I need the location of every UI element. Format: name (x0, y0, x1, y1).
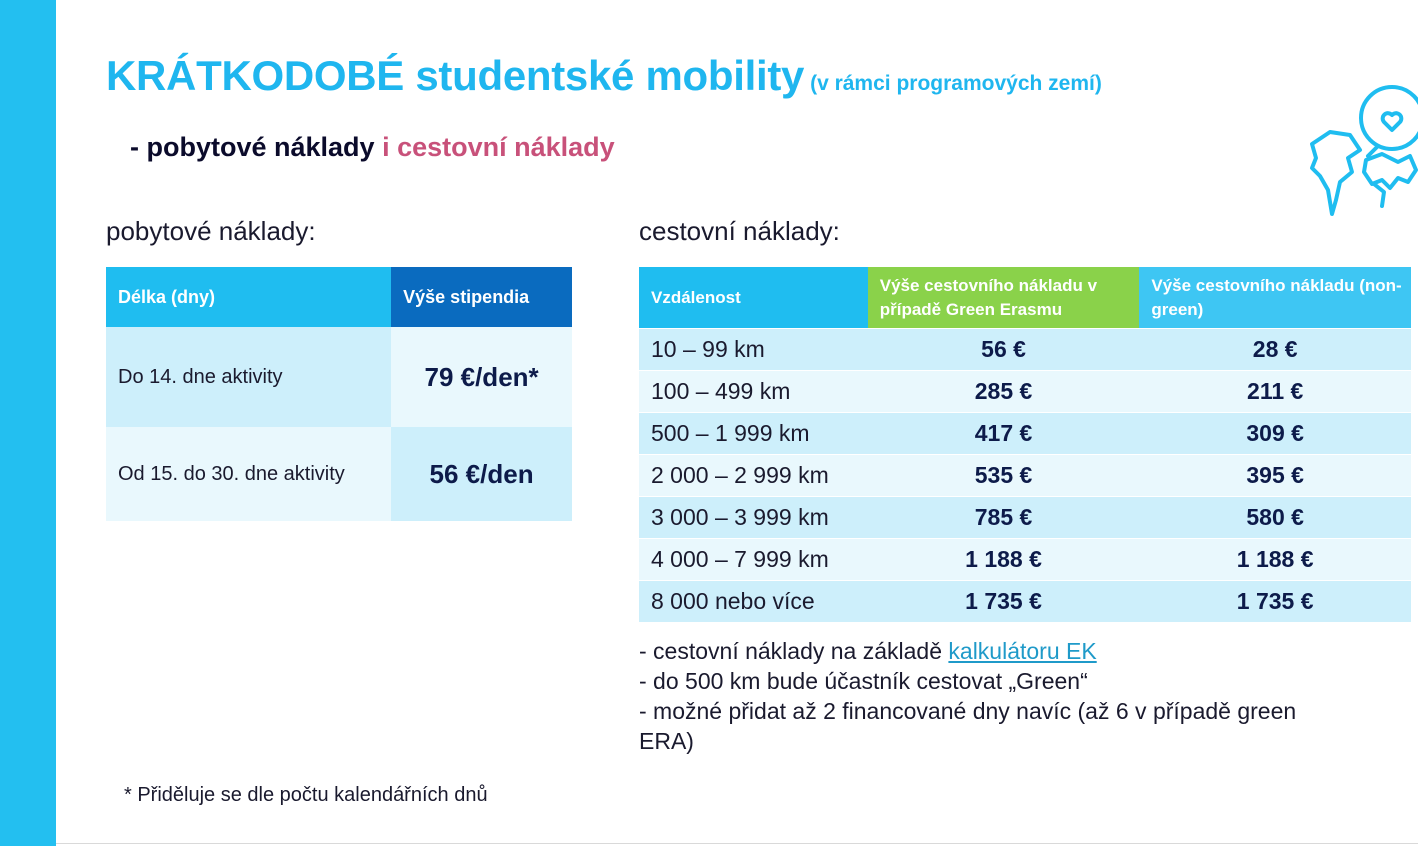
left-accent-bar (0, 0, 56, 846)
cell-nongreen: 1 188 € (1139, 539, 1411, 581)
row-amount: 56 €/den (391, 427, 572, 521)
cell-nongreen: 1 735 € (1139, 581, 1411, 623)
cell-green: 785 € (868, 497, 1140, 539)
cell-nongreen: 211 € (1139, 371, 1411, 413)
col-header-green: Výše cestovního nákladu v případě Green Erasmu (868, 267, 1140, 329)
cell-distance: 3 000 – 3 999 km (639, 497, 868, 539)
row-duration: Od 15. do 30. dne aktivity (106, 427, 391, 521)
travel-cost-table (639, 267, 1411, 622)
cell-distance: 8 000 nebo více (639, 581, 868, 623)
table-row (639, 497, 1411, 539)
page-subtitle (130, 132, 615, 163)
cell-green: 417 € (868, 413, 1140, 455)
note-calculator-text: - cestovní náklady na základě (639, 638, 949, 664)
stay-cost-table (106, 267, 572, 521)
table-row (639, 371, 1411, 413)
note-line-extra-days: - možné přidat až 2 financované dny navíc (až 6 v případě green ERA) (639, 698, 1297, 754)
cell-distance: 4 000 – 7 999 km (639, 539, 868, 581)
col-header-distance: Vzdálenost (639, 267, 868, 329)
footnote: * Přiděluje se dle počtu kalendářních dnů (124, 784, 488, 806)
note-line-calculator (639, 636, 1319, 666)
page-title-text: KRÁTKODOBÉ studentské mobility (106, 52, 805, 99)
cell-nongreen: 28 € (1139, 329, 1411, 371)
cell-nongreen: 395 € (1139, 455, 1411, 497)
bottom-divider (56, 843, 1418, 844)
note-line-green: - do 500 km bude účastník cestovat „Green“ (639, 668, 1088, 694)
cell-distance: 500 – 1 999 km (639, 413, 868, 455)
table-header-row (639, 267, 1411, 329)
table-row (106, 327, 572, 427)
calculator-link[interactable]: kalkulátoru EK (948, 638, 1097, 664)
table-row (639, 413, 1411, 455)
page-title-note: (v rámci programových zemí) (810, 72, 1102, 95)
cell-nongreen: 309 € (1139, 413, 1411, 455)
cell-green: 56 € (868, 329, 1140, 371)
row-amount: 79 €/den* (391, 327, 572, 427)
table-row (639, 581, 1411, 623)
cell-distance: 2 000 – 2 999 km (639, 455, 868, 497)
row-duration: Do 14. dne aktivity (106, 327, 391, 427)
table-row (106, 427, 572, 521)
table-row (639, 329, 1411, 371)
page-title (106, 52, 1102, 100)
stay-section-label: pobytové náklady: (106, 216, 316, 246)
globe-heart-icon (1300, 72, 1418, 217)
cell-green: 285 € (868, 371, 1140, 413)
table-row (639, 455, 1411, 497)
travel-notes (639, 636, 1319, 756)
table-header-row (106, 267, 572, 327)
cell-green: 1 188 € (868, 539, 1140, 581)
travel-section-label: cestovní náklady: (639, 216, 840, 246)
col-header-nongreen: Výše cestovního nákladu (non-green) (1139, 267, 1411, 329)
cell-nongreen: 580 € (1139, 497, 1411, 539)
cell-green: 1 735 € (868, 581, 1140, 623)
table-row (639, 539, 1411, 581)
cell-distance: 100 – 499 km (639, 371, 868, 413)
col-header-amount: Výše stipendia (391, 267, 572, 327)
subtitle-stay: - pobytové náklady (130, 132, 375, 162)
cell-distance: 10 – 99 km (639, 329, 868, 371)
cell-green: 535 € (868, 455, 1140, 497)
col-header-duration: Délka (dny) (106, 267, 391, 327)
subtitle-travel: i cestovní náklady (382, 132, 615, 162)
